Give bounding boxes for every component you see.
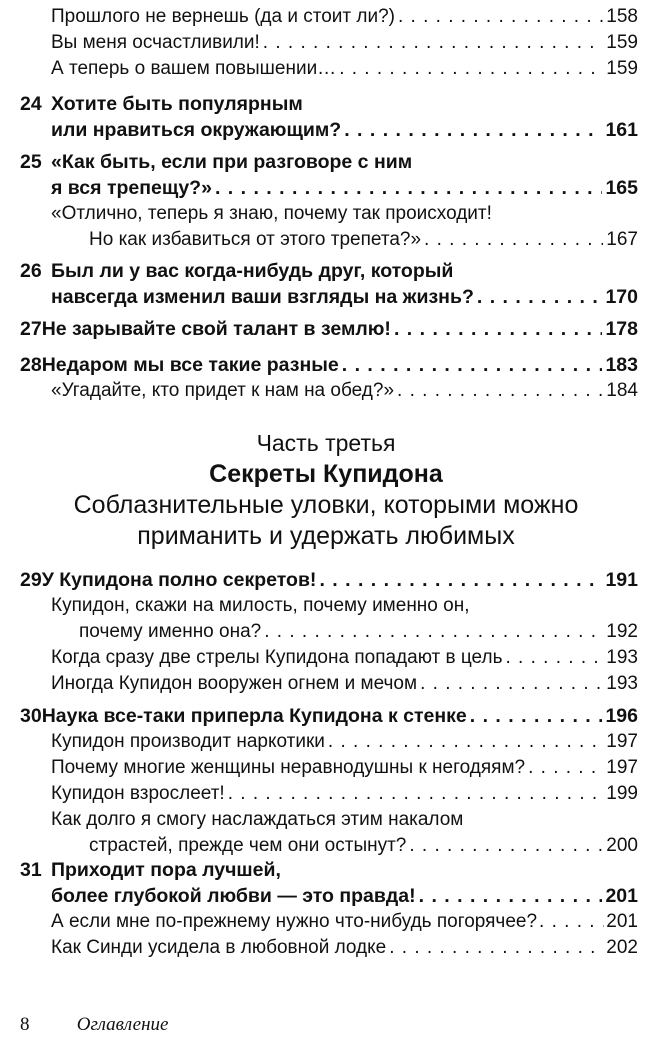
entry-title: Вы меня осчастливили! (51, 32, 260, 53)
entry-title: Когда сразу две стрелы Купидона попадают в цель (51, 647, 503, 668)
dot-leader (539, 909, 604, 935)
chapter-title: я вся трепещу?» (51, 177, 212, 199)
chapter-title: навсегда изменил ваши взгляды на жизнь? (51, 286, 474, 308)
entry-title: Прошлого не вернешь (да и стоит ли?) (51, 6, 395, 27)
toc-entry[interactable] (20, 4, 638, 30)
dot-leader (344, 117, 602, 143)
entry-page: 193 (606, 647, 638, 668)
dot-leader (328, 729, 603, 755)
dot-leader (389, 935, 603, 961)
chapter-page: 165 (605, 177, 638, 199)
dot-leader (420, 671, 603, 697)
entry-title: Купидон, скажи на милость, почему именно он, (51, 595, 470, 616)
dot-leader (398, 4, 603, 30)
dot-leader (424, 227, 603, 253)
chapter-page: 170 (605, 286, 638, 308)
dot-leader (505, 645, 603, 671)
chapter-title: более глубокой любви — это правда! (51, 885, 416, 907)
chapter-title-line[interactable] (20, 117, 638, 143)
entry-page: 167 (606, 229, 638, 250)
toc-entry[interactable] (20, 781, 638, 807)
part-subtitle: Соблазнительные уловки, которыми можно (73, 491, 579, 519)
chapter-28 (20, 352, 638, 404)
dot-leader (215, 175, 603, 201)
entry-page: 199 (606, 783, 638, 804)
dot-leader (263, 30, 604, 56)
chapter-page: 183 (605, 354, 638, 376)
chapter-title-line[interactable] (20, 258, 638, 284)
toc-entry[interactable] (20, 619, 638, 645)
toc-entry[interactable] (20, 909, 638, 935)
dot-leader (228, 781, 604, 807)
chapter-number: 30 (20, 705, 42, 727)
part-heading (0, 428, 652, 552)
entry-title: А теперь о вашем повышении… (51, 58, 337, 79)
toc-entry[interactable] (20, 593, 638, 619)
chapter-27 (20, 316, 638, 342)
toc-entry[interactable] (20, 227, 638, 253)
chapter-title: Был ли у вас когда-нибудь друг, который (51, 260, 454, 282)
page-footer (20, 1014, 168, 1036)
entry-page: 197 (606, 757, 638, 778)
dot-leader (477, 284, 603, 310)
toc-entry[interactable] (20, 935, 638, 961)
entry-page: 197 (606, 731, 638, 752)
chapter-title-line[interactable] (20, 284, 638, 310)
chapter-title: «Как быть, если при разговоре с ним (51, 151, 413, 173)
dot-leader (264, 619, 603, 645)
chapter-title-line[interactable] (20, 91, 638, 117)
entry-page: 200 (606, 835, 638, 856)
chapter-page: 201 (605, 885, 638, 907)
dot-leader (319, 567, 602, 593)
chapter-30 (20, 703, 638, 859)
chapter-title: или нравиться окружающим? (51, 119, 342, 141)
part-subtitle: приманить и удержать любимых (137, 522, 515, 550)
entry-page: 193 (606, 673, 638, 694)
toc-entry[interactable] (20, 201, 638, 227)
chapter-number: 31 (20, 859, 42, 881)
entry-page: 159 (606, 58, 638, 79)
chapter-title: Наука все-таки приперла Купидона к стенке (41, 705, 467, 727)
entry-title: Иногда Купидон вооружен огнем и мечом (51, 673, 418, 694)
chapter-title-line[interactable] (20, 703, 638, 729)
chapter-number: 25 (20, 151, 42, 173)
chapter-page: 161 (605, 119, 638, 141)
toc-entry[interactable] (20, 30, 638, 56)
chapter-25 (20, 149, 638, 253)
chapter-page: 191 (605, 569, 638, 591)
entry-page: 192 (606, 621, 638, 642)
chapter-title: Хотите быть популярным (51, 93, 303, 115)
chapter-title-line[interactable] (20, 567, 638, 593)
chapter-page: 196 (605, 705, 638, 727)
toc-entry[interactable] (20, 378, 638, 404)
toc-entry[interactable] (20, 56, 638, 82)
dot-leader (339, 56, 603, 82)
chapter-title-line[interactable] (20, 316, 638, 342)
entry-page: 202 (606, 937, 638, 958)
toc-entry[interactable] (20, 671, 638, 697)
chapter-title-line[interactable] (20, 352, 638, 378)
chapter-title: Приходит пора лучшей, (51, 859, 281, 881)
dot-leader (528, 755, 603, 781)
dot-leader (419, 883, 603, 909)
part-title: Секреты Купидона (209, 460, 443, 488)
entry-title: Купидон взрослеет! (51, 783, 225, 804)
running-section-title: Оглавление (76, 1014, 169, 1035)
chapter-29 (20, 567, 638, 697)
entry-title: страстей, прежде чем они остынут? (89, 835, 407, 856)
entry-title: Как Синди усидела в любовной лодке (51, 937, 387, 958)
dot-leader (394, 316, 603, 342)
chapter-title: Недаром мы все такие разные (41, 354, 339, 376)
chapter-31 (20, 857, 638, 961)
entry-title: А если мне по-прежнему нужно что-нибудь погорячее? (51, 911, 538, 932)
toc-entry[interactable] (20, 833, 638, 859)
chapter-24 (20, 91, 638, 143)
entry-page: 184 (606, 380, 638, 401)
chapter-title-line[interactable] (20, 883, 638, 909)
chapter-title-line[interactable] (20, 149, 638, 175)
toc-top-entries (20, 4, 638, 82)
toc-entry[interactable] (20, 755, 638, 781)
chapter-number: 28 (20, 354, 42, 376)
chapter-title-line[interactable] (20, 175, 638, 201)
part-label: Часть третья (256, 430, 396, 456)
entry-title: почему именно она? (79, 621, 262, 642)
entry-title: Как долго я смогу наслаждаться этим накалом (51, 809, 464, 830)
toc-entry[interactable] (20, 807, 638, 833)
chapter-number: 29 (20, 569, 42, 591)
entry-page: 201 (606, 911, 638, 932)
chapter-title-line[interactable] (20, 857, 638, 883)
entry-title: Почему многие женщины неравнодушны к негодяям? (51, 757, 526, 778)
entry-page: 159 (606, 32, 638, 53)
dot-leader (470, 703, 603, 729)
entry-title: «Угадайте, кто придет к нам на обед?» (51, 380, 395, 401)
chapter-page: 178 (605, 318, 638, 340)
dot-leader (397, 378, 603, 404)
entry-title: «Отлично, теперь я знаю, почему так происходит! (51, 203, 492, 224)
chapter-title: Не зарывайте свой талант в землю! (41, 318, 391, 340)
entry-title: Купидон производит наркотики (51, 731, 325, 752)
entry-page: 158 (606, 6, 638, 27)
toc-entry[interactable] (20, 645, 638, 671)
page-number: 8 (20, 1014, 30, 1035)
chapter-number: 24 (20, 93, 42, 115)
entry-title: Но как избавиться от этого трепета?» (89, 229, 422, 250)
dot-leader (342, 352, 603, 378)
chapter-title: У Купидона полно секретов! (41, 569, 317, 591)
chapter-number: 27 (20, 318, 42, 340)
chapter-26 (20, 258, 638, 310)
toc-entry[interactable] (20, 729, 638, 755)
chapter-number: 26 (20, 260, 42, 282)
dot-leader (409, 833, 603, 859)
